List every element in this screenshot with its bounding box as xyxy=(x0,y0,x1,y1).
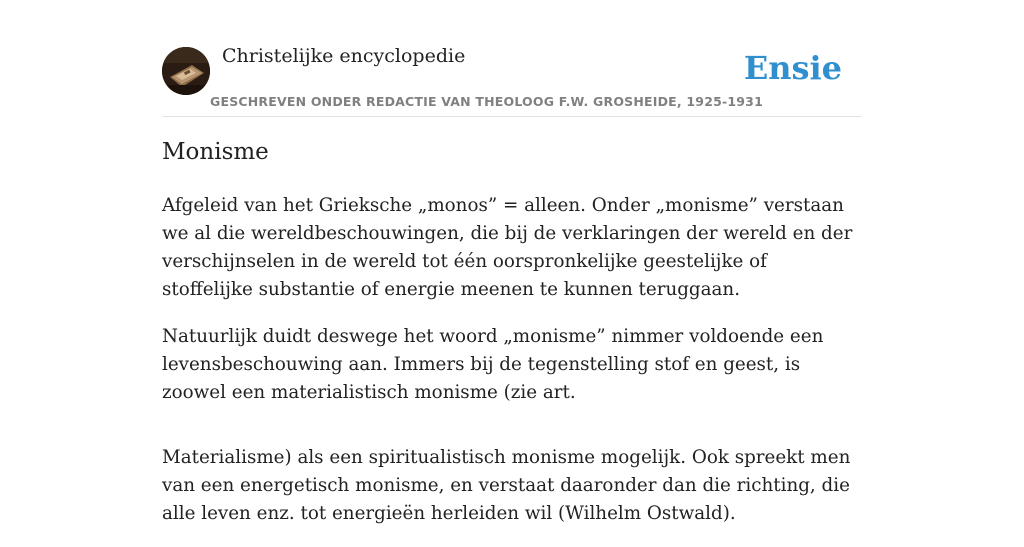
article-paragraph: Afgeleid van het Grieksche „monos” = alleen. Onder „monisme” verstaan we al die wereldbeschouwingen, die bij de verklaringen der wereld en der verschijnselen in de wereld tot één oorspronkelijke geestelijke of stoffelijke substantie of energie meenen te kunnen teruggaan. xyxy=(162,195,853,300)
article-paragraph: Materialisme) als een spiritualistisch monisme mogelijk. Ook spreekt men van een energetisch monisme, en verstaat daaronder dan die richting, die alle leven enz. tot energieën herleiden wil (Wilhelm Ostwald). xyxy=(162,447,851,524)
book-photo-icon xyxy=(162,47,210,95)
article-title: Monisme xyxy=(162,139,269,165)
publication-title[interactable]: Christelijke encyclopedie xyxy=(222,45,466,67)
publication-avatar[interactable] xyxy=(162,47,210,95)
article-paragraph: Natuurlijk duidt deswege het woord „monisme” nimmer voldoende een levensbeschouwing aan. Immers bij de tegenstelling stof en geest, is zoowel een materialistisch monisme (zie art. xyxy=(162,326,824,403)
ensie-logo[interactable]: Ensie xyxy=(743,49,842,87)
site-header xyxy=(162,0,862,117)
publication-subtitle: GESCHREVEN ONDER REDACTIE VAN THEOLOOG F.W. GROSHEIDE, 1925-1931 xyxy=(210,94,763,109)
page xyxy=(162,0,862,524)
article-body xyxy=(162,192,862,547)
